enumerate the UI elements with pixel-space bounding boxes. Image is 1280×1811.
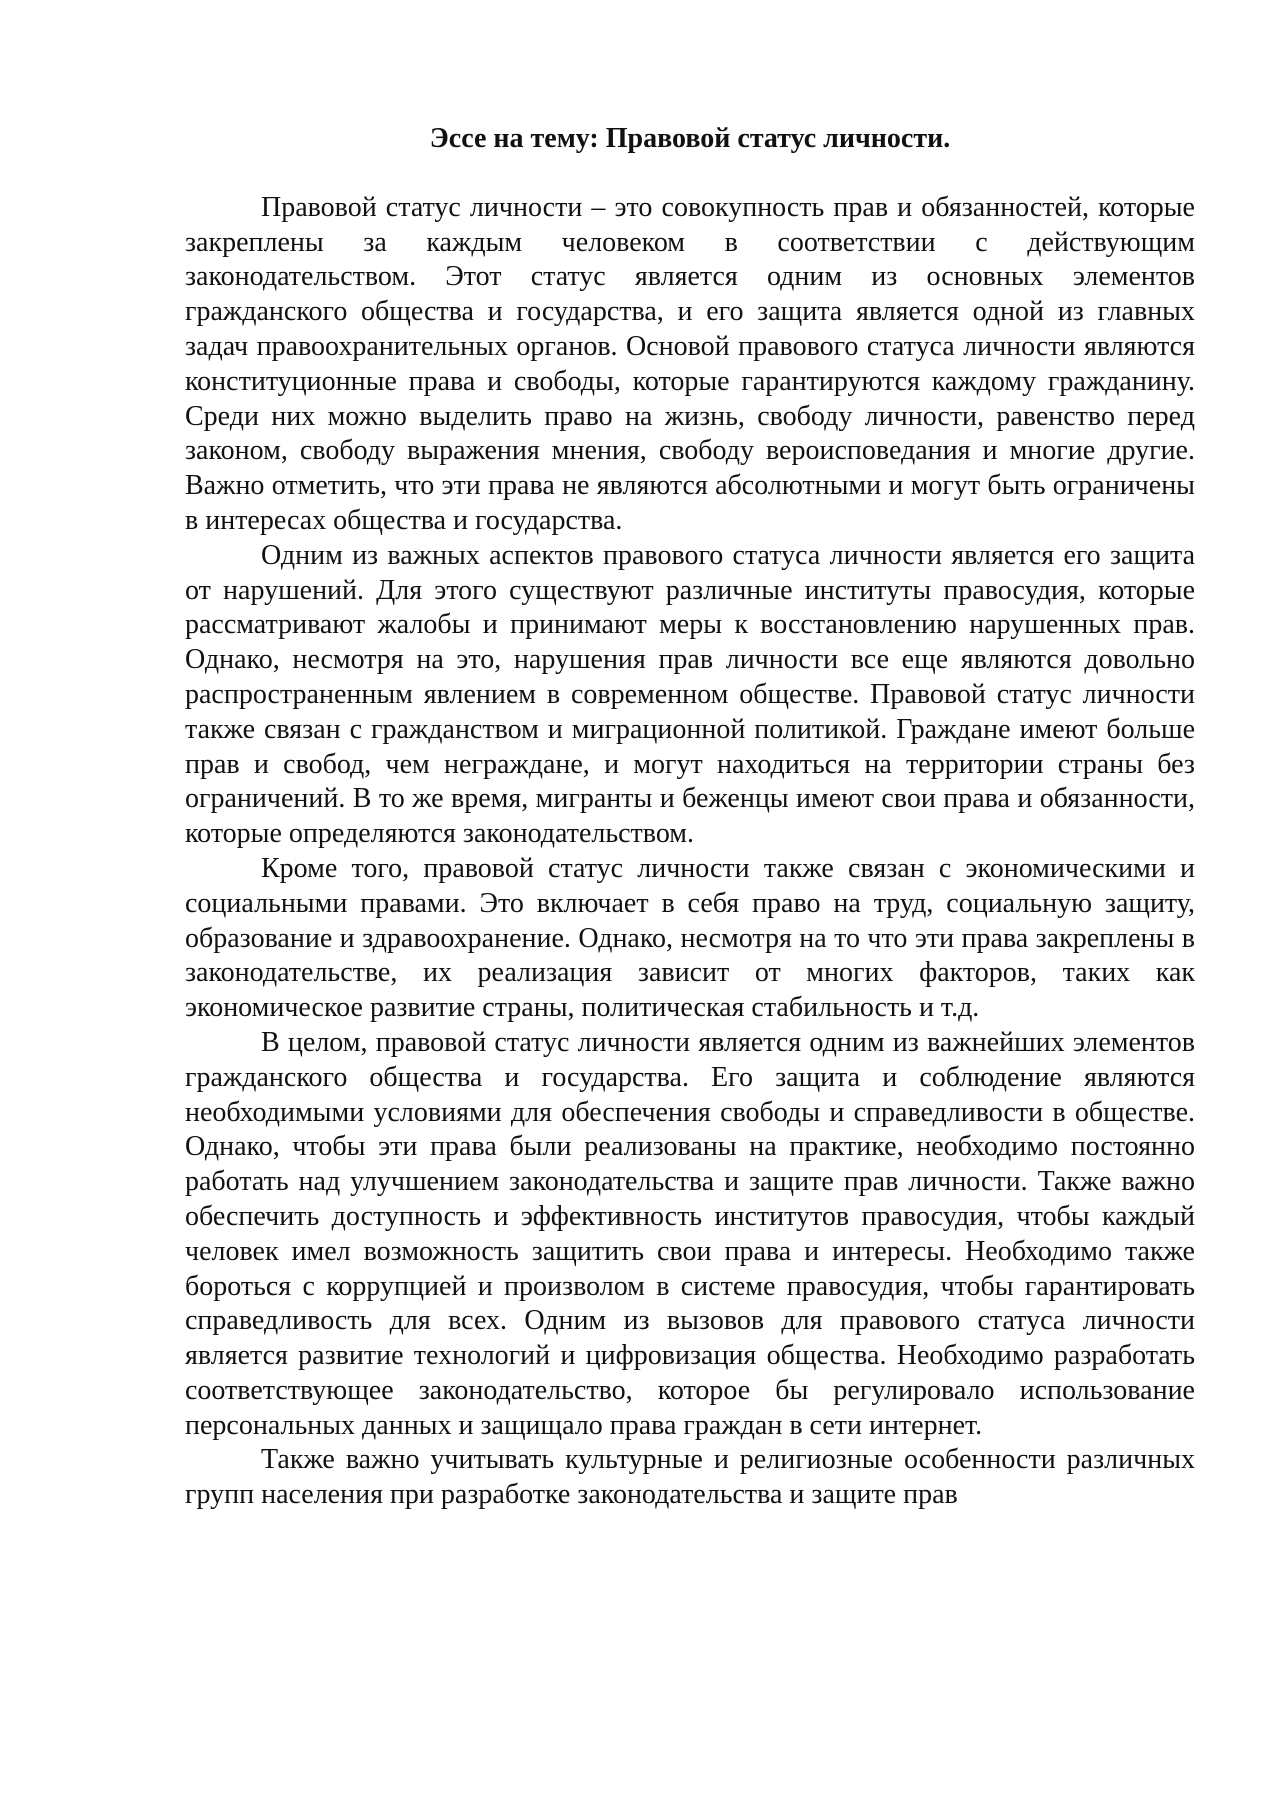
paragraph-4: В целом, правовой статус личности является одним из важнейших элементов гражданского общества и государства. Его защита и соблюдение являются необходимыми условиями для обеспечения свободы и справедливости в обществе. Однако, чтобы эти права были реализованы на практике, необходимо постоянно работать над улучшением законодательства и защите прав личности. Также важно обеспечить доступность и эффективность институтов правосудия, чтобы каждый человек имел возможность защитить свои права и интересы. Необходимо также бороться с коррупцией и произволом в системе правосудия, чтобы гарантировать справедливость для всех. Одним из вызовов для правового статуса личности является развитие технологий и цифровизация общества. Необходимо разработать соответствующее законодательство, которое бы регулировало использование персональных данных и защищало права граждан в сети интернет. (185, 1026, 1195, 1441)
paragraph-2: Одним из важных аспектов правового статуса личности является его защита от нарушений. Для этого существуют различные институты правосудия, которые рассматривают жалобы и принимают меры к восстановлению нарушенных прав. Однако, несмотря на это, нарушения прав личности все еще являются довольно распространенным явлением в современном обществе. Правовой статус личности также связан с гражданством и миграционной политикой. Граждане имеют больше прав и свобод, чем неграждане, и могут находиться на территории страны без ограничений. В то же время, мигранты и беженцы имеют свои права и обязанности, которые определяются законодательством. (185, 539, 1195, 850)
paragraph-1: Правовой статус личности – это совокупность прав и обязанностей, которые закреплены за каждым человеком в соответствии с действующим законодательством. Этот статус является одним из основных элементов гражданского общества и государства, и его защита является одной из главных задач правоохранительных органов. Основой правового статуса личности являются конституционные права и свободы, которые гарантируются каждому гражданину. Среди них можно выделить право на жизнь, свободу личности, равенство перед законом, свободу выражения мнения, свободу вероисповедания и многие другие. Важно отметить, что эти права не являются абсолютными и могут быть ограничены в интересах общества и государства. (185, 191, 1195, 536)
paragraph-5: Также важно учитывать культурные и религиозные особенности различных групп населения при разработке законодательства и защите прав (185, 1444, 1195, 1511)
document-title: Эссе на тему: Правовой статус личности. (429, 123, 951, 154)
paragraph-3: Кроме того, правовой статус личности также связан с экономическими и социальными правами. Это включает в себя право на труд, социальную защиту, образование и здравоохранение. Однако, несмотря на то что эти права закреплены в законодательстве, их реализация зависит от многих факторов, таких как экономическое развитие страны, политическая стабильность и т.д. (185, 852, 1195, 1024)
document-body (185, 122, 1195, 1513)
